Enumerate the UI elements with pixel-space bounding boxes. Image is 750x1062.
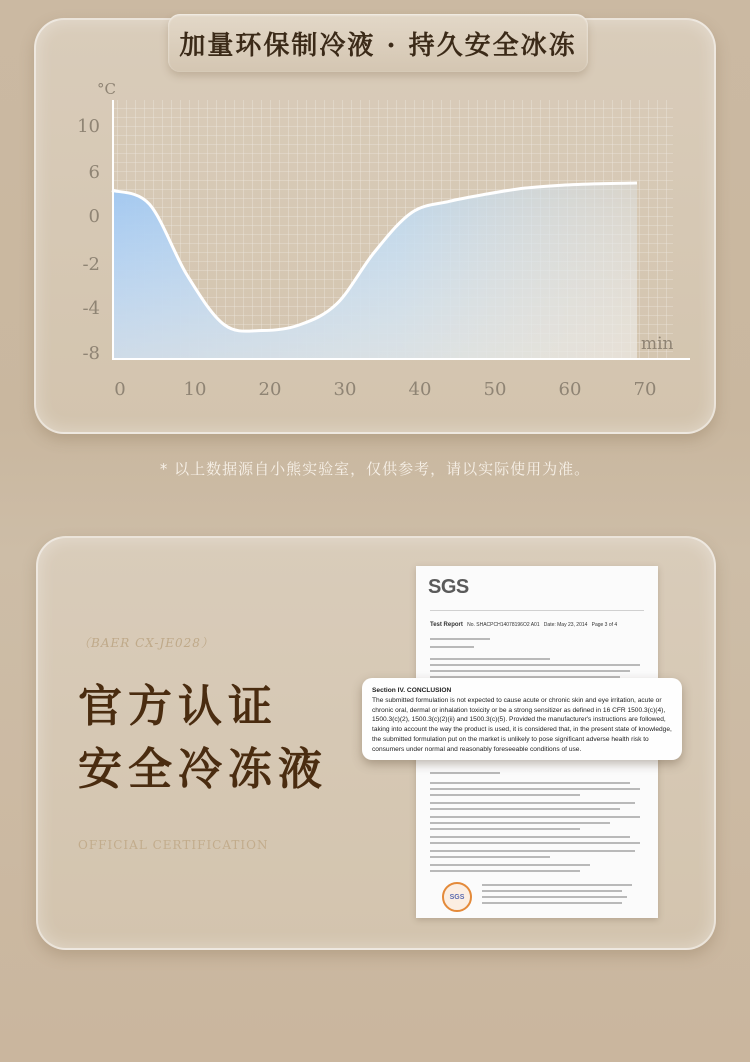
data-source-note: * 以上数据源自小熊实验室，仅供参考，请以实际使用为准。 xyxy=(159,460,591,478)
conclusion-title: Section IV. CONCLUSION xyxy=(372,687,452,694)
doc-text-line xyxy=(482,884,632,886)
doc-text-line xyxy=(430,788,640,790)
doc-text-line xyxy=(430,782,630,784)
temperature-chart xyxy=(0,0,750,440)
doc-text-line xyxy=(430,842,640,844)
doc-text-line xyxy=(430,864,590,866)
headline-line-1: 官方认证 xyxy=(78,681,278,732)
x-tick-label: 50 xyxy=(483,379,507,400)
sgs-logo: SGS xyxy=(428,576,469,598)
doc-text-line xyxy=(430,638,490,640)
doc-text-line xyxy=(430,794,580,796)
x-tick-label: 10 xyxy=(183,379,207,400)
brand-model-tag: （BAER CX-JE028） xyxy=(78,636,214,650)
chart-title: 加量环保制冷液 · 持久安全冰冻 xyxy=(168,14,588,72)
report-title: Test Report xyxy=(430,622,463,628)
doc-text-line xyxy=(430,836,630,838)
y-tick-label: -2 xyxy=(82,254,100,275)
x-tick-label: 0 xyxy=(114,379,126,400)
y-tick-label: -4 xyxy=(82,298,100,319)
y-tick-label: 10 xyxy=(77,116,100,137)
sgs-stamp: SGS xyxy=(442,882,472,912)
headline-line-2: 安全冷冻液 xyxy=(78,744,328,795)
doc-text-line xyxy=(482,890,622,892)
x-tick-label: 30 xyxy=(333,379,357,400)
doc-text-line xyxy=(482,896,627,898)
report-header xyxy=(430,622,617,628)
doc-text-line xyxy=(482,902,622,904)
doc-text-line xyxy=(430,822,610,824)
doc-text-line xyxy=(430,870,580,872)
y-tick-label: 6 xyxy=(88,162,100,183)
y-unit-label: °C xyxy=(97,80,116,98)
doc-text-line xyxy=(430,670,630,672)
report-date: Date: May 23, 2014 xyxy=(543,622,588,628)
conclusion-body: The submitted formulation is not expected to cause acute or chronic skin and eye irritation, acute or chronic oral, dermal or inhalation toxicity or be a strong sensitizer as defined in 16 CFR 1500.3(c)(4), 1500.3(c)(2), 1500.3(c)(2)(ii) and 1500.3(c)(5). Provided the manufacturer's instructions are followed, taking into account the way the product is used, it is considered that, in the present state of knowledge, the submitted formulation put on the market is unlikely to pose significant adverse health risk to consumers under normal and reasonably foreseeable conditions of use. xyxy=(372,696,672,753)
y-tick-label: -8 xyxy=(82,343,100,364)
doc-text-line xyxy=(430,856,550,858)
conclusion-callout xyxy=(362,678,682,760)
doc-text-line xyxy=(430,772,500,774)
certification-subtitle: OFFICIAL CERTIFICATION xyxy=(78,838,269,852)
doc-text-line xyxy=(430,664,640,666)
doc-divider xyxy=(430,610,644,611)
report-page: Page 3 of 4 xyxy=(591,622,618,628)
doc-text-line xyxy=(430,808,620,810)
x-unit-label: min xyxy=(641,334,674,354)
report-number: No. SHACPCH14078196O2 A01 xyxy=(467,622,540,628)
y-tick-label: 0 xyxy=(88,206,100,227)
doc-text-line xyxy=(430,658,550,660)
x-tick-label: 70 xyxy=(633,379,657,400)
doc-text-line xyxy=(430,828,580,830)
doc-text-line xyxy=(430,816,640,818)
doc-text-line xyxy=(430,646,474,648)
doc-text-line xyxy=(430,802,635,804)
doc-text-line xyxy=(430,850,635,852)
x-tick-label: 40 xyxy=(408,379,432,400)
x-tick-label: 60 xyxy=(558,379,582,400)
x-tick-label: 20 xyxy=(258,379,282,400)
